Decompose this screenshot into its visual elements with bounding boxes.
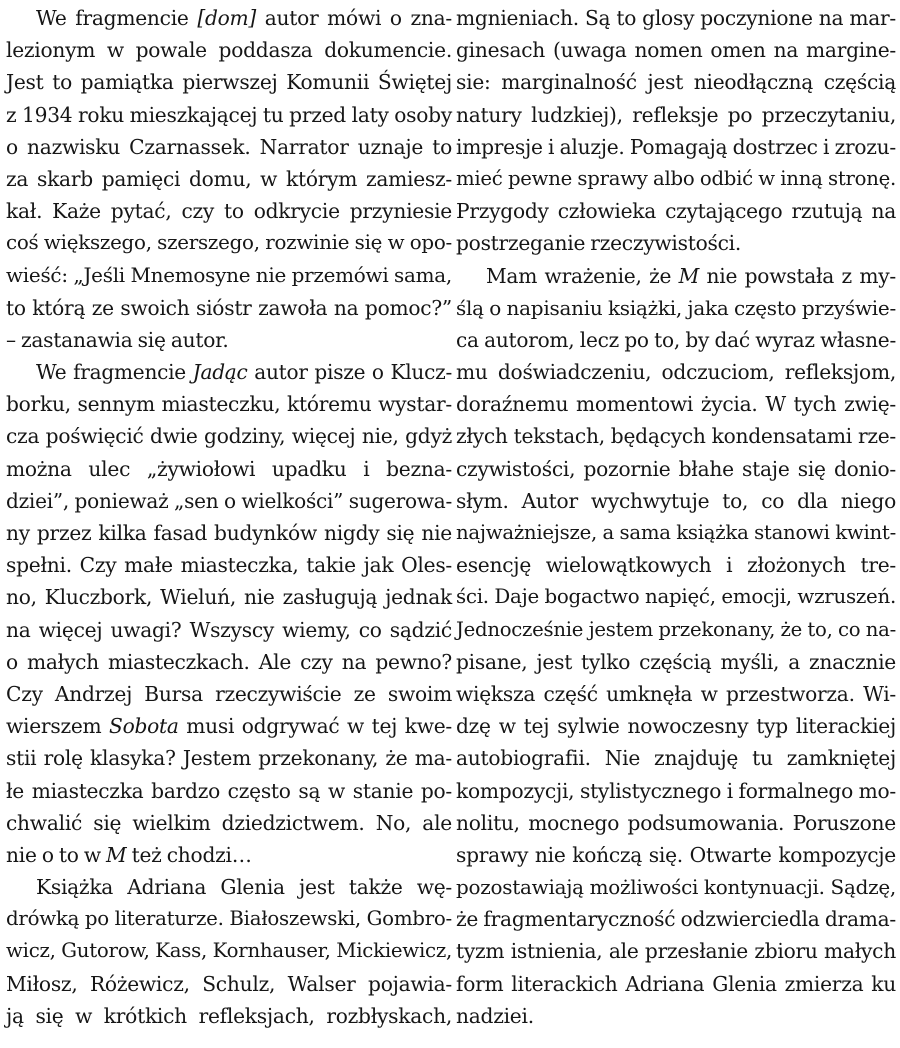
- text-run: lezionym w powale poddasza dokumencie.: [6, 38, 452, 63]
- text-line: [6, 324, 452, 356]
- text-run: pisane, jest tylko częścią myśli, a znacznie: [456, 649, 896, 674]
- text-run: że fragmentaryczność odzwierciedla drama-: [456, 907, 896, 932]
- text-run: złych tekstach, będących kondensatami rze-: [456, 424, 896, 449]
- text-line: [6, 646, 452, 678]
- text-run: Mam wrażenie, że: [486, 263, 679, 288]
- text-line: [456, 292, 896, 324]
- italic-text: M: [678, 263, 700, 288]
- text-line: [6, 131, 452, 163]
- text-line: [456, 2, 896, 34]
- text-run: na więcej uwagi? Wszyscy wiemy, co sądzić: [6, 617, 452, 642]
- text-run: esencję wielowątkowych i złożonych tre-: [456, 553, 896, 578]
- text-run: z 1934 roku mieszkającej tu przed laty osoby: [6, 102, 452, 127]
- left-text-column: [6, 2, 452, 1032]
- text-run: autor mówi o zna-: [256, 6, 452, 30]
- italic-text: M: [106, 842, 127, 867]
- text-line: [456, 678, 896, 710]
- text-line: [6, 678, 452, 710]
- text-line: [6, 34, 452, 66]
- text-line: [6, 485, 452, 517]
- text-run: musi odgrywać w tej kwe-: [178, 714, 452, 739]
- text-line: [456, 775, 896, 807]
- text-run: sie: marginalność jest nieodłączną częścią: [456, 70, 896, 95]
- text-run: czywistości, pozornie błahe staje się donio-: [456, 456, 896, 481]
- text-line: [6, 517, 452, 549]
- text-line: [6, 968, 452, 1000]
- text-line: [456, 131, 896, 163]
- text-run: ślą o napisaniu książki, jaka często przyświe-: [456, 295, 896, 320]
- text-run: dziei”, ponieważ „sen o wielkości” sugerowa-: [6, 488, 452, 513]
- text-run: ginesach (uwaga nomen omen na margine-: [456, 38, 896, 63]
- text-run: chwalić się wielkim dziedzictwem. No, ale: [6, 810, 452, 835]
- text-line: [456, 163, 896, 195]
- text-run: o nazwisku Czarnassek. Narrator uznaje to: [6, 134, 452, 159]
- text-line: [6, 356, 452, 388]
- text-line: [6, 775, 452, 807]
- text-run: nadziei.: [456, 1003, 534, 1028]
- text-line: [456, 871, 896, 903]
- text-line: [6, 807, 452, 839]
- text-run: ca autorom, lecz po to, by dać wyraz własne-: [456, 327, 896, 352]
- text-run: można ulec „żywiołowi upadku i bezna-: [6, 456, 452, 481]
- text-run: nie powstała z my-: [699, 263, 896, 288]
- text-line: [456, 968, 896, 1000]
- text-line: [6, 903, 452, 935]
- text-line: [6, 742, 452, 774]
- text-run: We fragmencie: [36, 360, 193, 385]
- text-run: najważniejsze, a sama książka stanowi kwint-: [456, 521, 896, 544]
- text-line: [456, 935, 896, 967]
- text-run: Czy Andrzej Bursa rzeczywiście ze swoim: [6, 681, 452, 706]
- text-run: ją się w krótkich refleksjach, rozbłyskach,: [6, 1003, 452, 1028]
- text-run: wieść: „Jeśli Mnemosyne nie przemówi sama,: [6, 263, 452, 287]
- text-line: [456, 485, 896, 517]
- text-line: [456, 581, 896, 613]
- text-line: [456, 517, 896, 549]
- text-run: dzę w tej sylwie nowoczesny typ literackiej: [456, 714, 896, 739]
- text-run: stii rolę klasyka? Jestem przekonany, że ma-: [6, 746, 452, 771]
- text-line: [6, 581, 452, 613]
- text-run: to którą ze swoich sióstr zawoła na pomoc?”: [6, 295, 452, 320]
- text-line: [456, 453, 896, 485]
- text-line: [6, 195, 452, 227]
- text-run: nolitu, mocnego podsumowania. Poruszone: [456, 810, 896, 835]
- text-line: [6, 1000, 452, 1032]
- italic-text: Jadąc: [192, 360, 248, 385]
- text-run: spełni. Czy małe miasteczka, takie jak Oles-: [6, 553, 452, 578]
- text-run: Miłosz, Różewicz, Schulz, Walser pojawia-: [6, 971, 452, 996]
- text-line: [456, 195, 896, 227]
- text-line: [456, 1000, 896, 1032]
- text-line: [456, 710, 896, 742]
- text-run: We fragmencie: [36, 6, 198, 30]
- text-run: sprawy nie kończą się. Otwarte kompozycje: [456, 842, 896, 867]
- text-line: [6, 388, 452, 420]
- text-line: [456, 549, 896, 581]
- text-run: cza poświęcić dwie godziny, więcej nie, gdyż: [6, 424, 452, 449]
- text-line: [456, 66, 896, 98]
- text-run: większa część umknęła w przestworza. Wi-: [456, 681, 896, 706]
- text-line: [6, 935, 452, 967]
- text-line: [6, 66, 452, 98]
- text-run: form literackich Adriana Glenia zmierza ku: [456, 971, 896, 996]
- text-run: tyzm istnienia, ale przesłanie zbioru małych: [456, 939, 896, 964]
- text-run: drówką po literaturze. Białoszewski, Gombro-: [6, 907, 452, 931]
- text-run: ści. Daje bogactwo napięć, emocji, wzruszeń.: [456, 585, 896, 609]
- text-run: wierszem: [6, 714, 109, 739]
- text-run: no, Kluczbork, Wieluń, nie zasługują jednak: [6, 585, 452, 610]
- text-run: łe miasteczka bardzo często są w stanie po-: [6, 778, 452, 803]
- text-run: Jest to pamiątka pierwszej Komunii Świętej: [6, 70, 452, 95]
- text-run: impresje i aluzje. Pomagają dostrzec i zrozu-: [456, 134, 896, 159]
- text-run: doraźnemu momentowi życia. W tych zwię-: [456, 392, 896, 417]
- text-line: [456, 388, 896, 420]
- text-line: [456, 260, 896, 292]
- text-run: kompozycji, stylistycznego i formalnego mo-: [456, 778, 896, 803]
- text-run: kał. Każe pytać, czy to odkrycie przyniesie: [6, 199, 452, 224]
- text-run: nie o to w: [6, 842, 107, 867]
- text-line: [6, 453, 452, 485]
- text-run: borku, sennym miasteczku, któremu wystar-: [6, 392, 452, 417]
- text-run: Przygody człowieka czytającego rzutują na: [456, 199, 896, 224]
- text-line: [456, 646, 896, 678]
- text-line: [6, 99, 452, 131]
- text-line: [6, 549, 452, 581]
- text-line: [456, 839, 896, 871]
- text-line: [456, 356, 896, 388]
- text-run: słym. Autor wychwytuje to, co dla niego: [456, 488, 896, 513]
- text-line: [6, 871, 452, 903]
- text-run: też chodzi…: [126, 842, 252, 867]
- text-run: – zastanawia się autor.: [6, 327, 229, 352]
- text-run: coś większego, szerszego, rozwinie się w opo-: [6, 231, 452, 255]
- text-run: mgnieniach. Są to glosy poczynione na mar-: [456, 6, 896, 30]
- text-run: natury ludzkiej), refleksje po przeczytaniu,: [456, 102, 896, 127]
- text-line: [456, 324, 896, 356]
- italic-text: [dom]: [197, 6, 257, 30]
- right-text-column: [456, 2, 896, 1032]
- text-run: autor pisze o Klucz-: [247, 360, 452, 385]
- text-run: o małych miasteczkach. Ale czy na pewno?: [6, 649, 452, 674]
- text-line: [456, 420, 896, 452]
- text-run: postrzeganie rzeczywistości.: [456, 231, 742, 256]
- text-line: [6, 710, 452, 742]
- text-line: [6, 260, 452, 292]
- text-line: [6, 614, 452, 646]
- text-line: [6, 163, 452, 195]
- text-line: [456, 227, 896, 259]
- text-run: mieć pewne sprawy albo odbić w inną stronę.: [456, 166, 896, 190]
- text-line: [6, 292, 452, 324]
- text-run: autobiografii. Nie znajduję tu zamkniętej: [456, 746, 896, 771]
- italic-text: Sobota: [108, 714, 179, 739]
- text-line: [6, 420, 452, 452]
- text-run: Książka Adriana Glenia jest także wę-: [36, 875, 452, 900]
- text-run: wicz, Gutorow, Kass, Kornhauser, Mickiewicz,: [6, 939, 452, 963]
- text-line: [456, 614, 896, 646]
- text-line: [6, 227, 452, 259]
- text-line: [456, 99, 896, 131]
- text-run: pozostawiają możliwości kontynuacji. Sądzę,: [456, 875, 896, 900]
- text-line: [6, 2, 452, 34]
- text-run: Jednocześnie jestem przekonany, że to, co na-: [456, 617, 896, 641]
- text-line: [456, 34, 896, 66]
- text-line: [456, 807, 896, 839]
- text-line: [456, 903, 896, 935]
- text-run: za skarb pamięci domu, w którym zamiesz-: [6, 166, 452, 191]
- text-run: ny przez kilka fasad budynków nigdy się nie: [6, 521, 452, 545]
- text-run: mu doświadczeniu, odczuciom, refleksjom,: [456, 360, 896, 385]
- text-line: [6, 839, 452, 871]
- text-line: [456, 742, 896, 774]
